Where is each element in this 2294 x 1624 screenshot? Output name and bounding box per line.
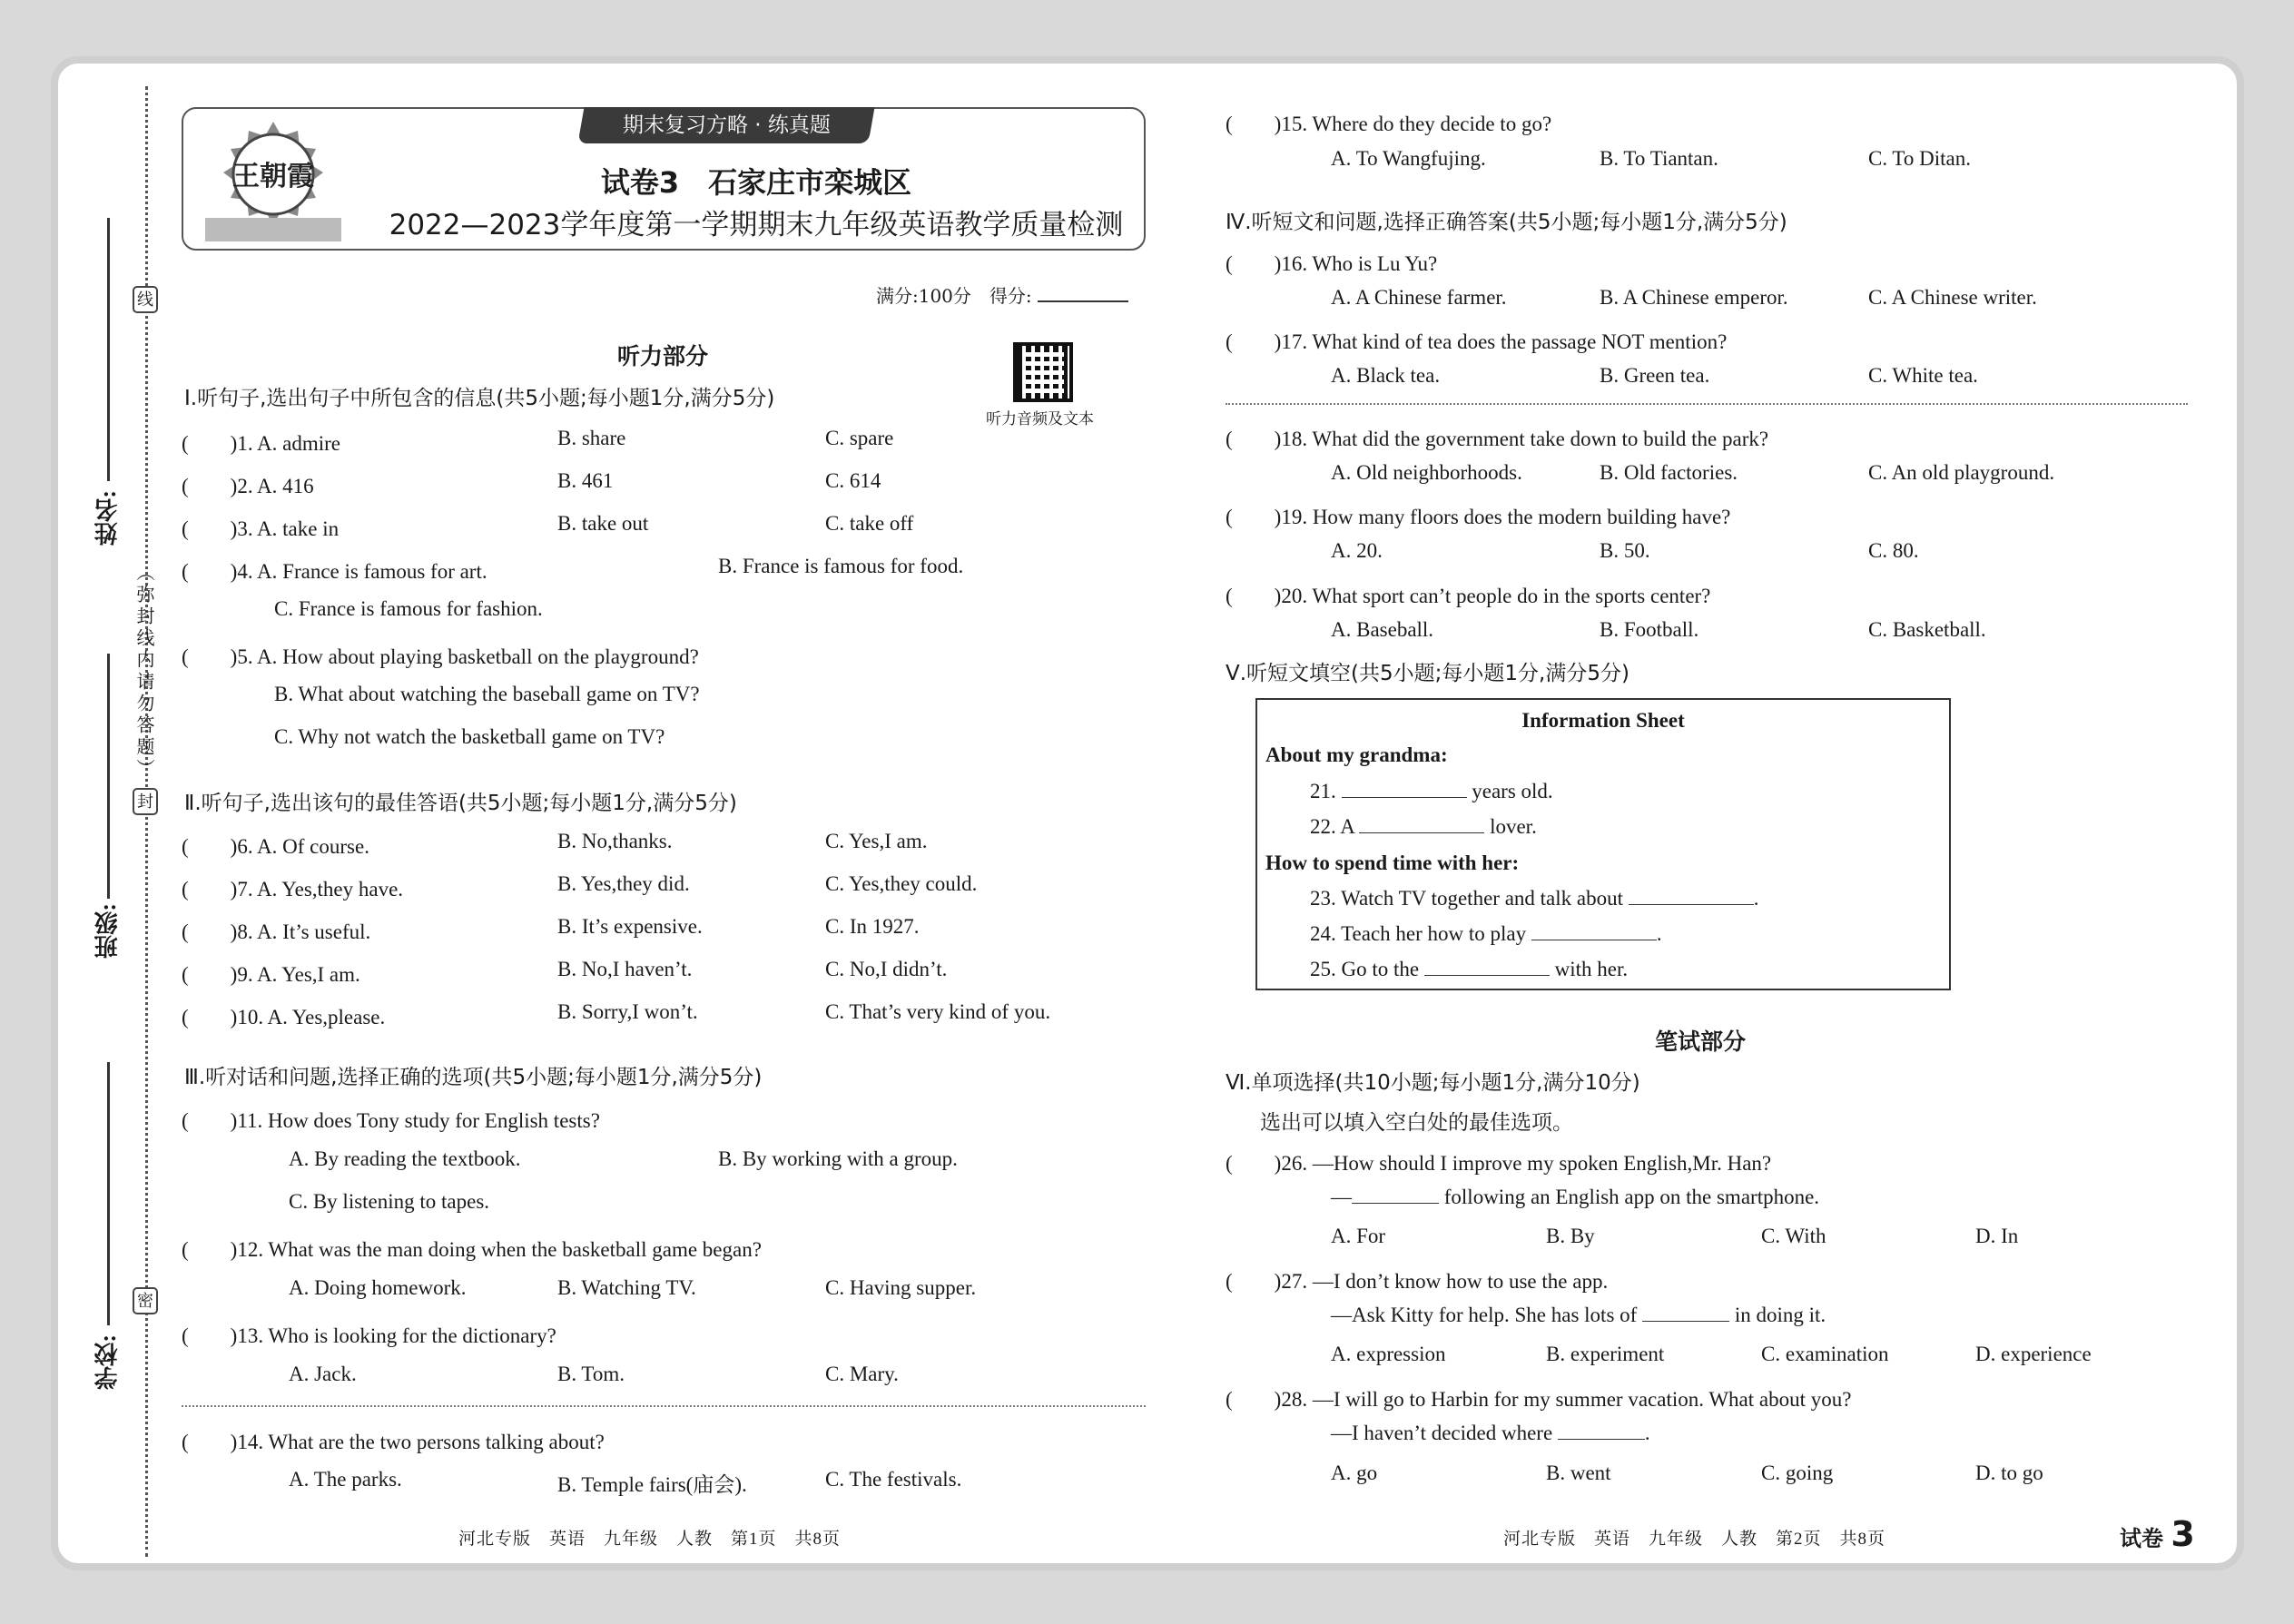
- score-field[interactable]: [1038, 300, 1128, 302]
- q13-option-b: B. Tom.: [557, 1363, 625, 1385]
- q8-option-b: B. It’s expensive.: [557, 915, 703, 938]
- q18-option-b: B. Old factories.: [1600, 461, 1738, 484]
- exam-subtitle: 2022—2023学年度第一学期期末九年级英语教学质量检测: [389, 209, 1124, 241]
- q11-option-c: C. By listening to tapes.: [289, 1190, 490, 1213]
- q16-option-c: C. A Chinese writer.: [1868, 286, 2037, 309]
- listening-title: 听力部分: [617, 343, 709, 369]
- q12-option-c: C. Having supper.: [825, 1276, 977, 1299]
- answer-blank-25[interactable]: [1424, 958, 1550, 976]
- full-score: 满分:100分: [876, 285, 971, 307]
- q27-option-a: A. expression: [1331, 1343, 1446, 1365]
- q2-option-b: B. 461: [557, 469, 614, 492]
- q28-option-c: C. going: [1761, 1462, 1834, 1484]
- footer-right: 河北专版 英语 九年级 人教 第2页 共8页: [1503, 1530, 1886, 1549]
- divider-right: [1226, 403, 2188, 405]
- score-line: [876, 281, 1128, 308]
- footer-left: 河北专版 英语 九年级 人教 第1页 共8页: [458, 1530, 842, 1549]
- q20: ( )20. What sport can’t people do in the sports center?: [1226, 585, 1711, 607]
- q27: ( )27. —I don’t know how to use the app.: [1226, 1270, 1609, 1293]
- part6-heading: Ⅵ.单项选择(共10小题;每小题1分,满分10分): [1226, 1071, 1640, 1095]
- q4: ( )4. A. France is famous for art.: [182, 560, 487, 583]
- writing-title: 笔试部分: [1655, 1029, 1747, 1055]
- answer-blank-23[interactable]: [1629, 887, 1754, 905]
- q11-option-a: A. By reading the textbook.: [289, 1147, 521, 1170]
- q19-option-c: C. 80.: [1868, 539, 1919, 562]
- blank-25: 25. Go to the with her.: [1310, 958, 1629, 980]
- q6-option-c: C. Yes,I am.: [825, 830, 928, 852]
- school-field[interactable]: [107, 1062, 110, 1325]
- exam-title: 试卷3 石家庄市栾城区: [600, 165, 912, 200]
- q5-option-c: C. Why not watch the basketball game on TV?: [274, 725, 665, 748]
- q13-option-a: A. Jack.: [289, 1363, 357, 1385]
- name-field[interactable]: [107, 218, 110, 481]
- q17: ( )17. What kind of tea does the passage NOT mention?: [1226, 330, 1728, 353]
- divider-left: [182, 1405, 1146, 1407]
- q7-option-c: C. Yes,they could.: [825, 872, 978, 895]
- q26-line2: — following an English app on the smartphone.: [1331, 1186, 1820, 1208]
- q17-option-c: C. White tea.: [1868, 364, 1978, 387]
- q1: ( )1. A. admire: [182, 432, 341, 455]
- q19-option-b: B. 50.: [1600, 539, 1650, 562]
- answer-blank-26[interactable]: [1352, 1186, 1439, 1204]
- q15: ( )15. Where do they decide to go?: [1226, 113, 1552, 135]
- part1-heading: Ⅰ.听句子,选出句子中所包含的信息(共5小题;每小题1分,满分5分): [184, 387, 775, 410]
- q9-option-c: C. No,I didn’t.: [825, 958, 948, 980]
- q26-option-d: D. In: [1975, 1225, 2019, 1247]
- blank-23: 23. Watch TV together and talk about .: [1310, 887, 1759, 910]
- q5: ( )5. A. How about playing basketball on the playground?: [182, 645, 699, 668]
- q26-option-a: A. For: [1331, 1225, 1386, 1247]
- q14-option-c: C. The festivals.: [825, 1468, 962, 1491]
- answer-blank-27[interactable]: [1642, 1304, 1729, 1322]
- q15-option-c: C. To Ditan.: [1868, 147, 1971, 170]
- line-mark: 线: [133, 286, 158, 313]
- q8-option-c: C. In 1927.: [825, 915, 920, 938]
- part3-heading: Ⅲ.听对话和问题,选择正确的选项(共5小题;每小题1分,满分5分): [184, 1066, 763, 1089]
- answer-blank-22[interactable]: [1359, 815, 1484, 833]
- q16-option-b: B. A Chinese emperor.: [1600, 286, 1788, 309]
- header-tab: 期末复习方略 · 练真题: [577, 107, 874, 143]
- q5-option-b: B. What about watching the baseball game on TV?: [274, 683, 700, 705]
- q27-option-b: B. experiment: [1546, 1343, 1665, 1365]
- seal-mark: 封: [133, 788, 158, 815]
- q28-option-b: B. went: [1546, 1462, 1611, 1484]
- q14: ( )14. What are the two persons talking about?: [182, 1431, 605, 1453]
- q19: ( )19. How many floors does the modern building have?: [1226, 506, 1731, 528]
- q26: ( )26. —How should I improve my spoken English,Mr. Han?: [1226, 1152, 1772, 1175]
- q1-option-c: C. spare: [825, 427, 894, 449]
- answer-blank-24[interactable]: [1531, 922, 1657, 940]
- q10-option-b: B. Sorry,I won’t.: [557, 1000, 698, 1023]
- q6-option-b: B. No,thanks.: [557, 830, 673, 852]
- class-label: 班级:: [94, 903, 121, 959]
- info-title: Information Sheet: [1521, 709, 1685, 732]
- part6-instruction: 选出可以填入空白处的最佳选项。: [1260, 1111, 1573, 1135]
- blank-21: 21. years old.: [1310, 780, 1553, 802]
- q20-option-a: A. Baseball.: [1331, 618, 1434, 641]
- part4-heading: Ⅳ.听短文和问题,选择正确答案(共5小题;每小题1分,满分5分): [1226, 211, 1787, 234]
- class-field[interactable]: [107, 654, 110, 899]
- q12-option-a: A. Doing homework.: [289, 1276, 467, 1299]
- q14-option-a: A. The parks.: [289, 1468, 402, 1491]
- q16: ( )16. Who is Lu Yu?: [1226, 252, 1438, 275]
- part2-heading: Ⅱ.听句子,选出该句的最佳答语(共5小题;每小题1分,满分5分): [184, 792, 737, 815]
- q11: ( )11. How does Tony study for English tests?: [182, 1109, 600, 1132]
- bind-mark: 密: [133, 1287, 158, 1314]
- q3: ( )3. A. take in: [182, 517, 340, 540]
- score-label: 得分:: [989, 285, 1032, 307]
- part5-heading: Ⅴ.听短文填空(共5小题;每小题1分,满分5分): [1226, 662, 1629, 685]
- name-label: 姓名:: [94, 490, 121, 546]
- answer-blank-28[interactable]: [1558, 1422, 1645, 1440]
- answer-blank-21[interactable]: [1342, 780, 1467, 798]
- q9-option-b: B. No,I haven’t.: [557, 958, 693, 980]
- q13: ( )13. Who is looking for the dictionary?: [182, 1324, 556, 1347]
- exam-header: [182, 107, 1146, 251]
- q10-option-c: C. That’s very kind of you.: [825, 1000, 1051, 1023]
- q2: ( )2. A. 416: [182, 475, 314, 497]
- q28-option-d: D. to go: [1975, 1462, 2043, 1484]
- q27-line2: —Ask Kitty for help. She has lots of in doing it.: [1331, 1304, 1826, 1326]
- q18: ( )18. What did the government take down to build the park?: [1226, 428, 1769, 450]
- info-sub1: About my grandma:: [1265, 743, 1448, 766]
- q28: ( )28. —I will go to Harbin for my summer vacation. What about you?: [1226, 1388, 1852, 1411]
- qr-code[interactable]: [1013, 342, 1073, 402]
- q18-option-a: A. Old neighborhoods.: [1331, 461, 1522, 484]
- q26-option-c: C. With: [1761, 1225, 1826, 1247]
- q6: ( )6. A. Of course.: [182, 835, 369, 858]
- q10: ( )10. A. Yes,please.: [182, 1006, 386, 1029]
- q4-option-b: B. France is famous for food.: [718, 555, 964, 577]
- q2-option-c: C. 614: [825, 469, 881, 492]
- q28-option-a: A. go: [1331, 1462, 1378, 1484]
- q27-option-d: D. experience: [1975, 1343, 2092, 1365]
- blank-22: 22. A lover.: [1310, 815, 1537, 838]
- blank-24: 24. Teach her how to play .: [1310, 922, 1662, 945]
- q11-option-b: B. By working with a group.: [718, 1147, 958, 1170]
- q20-option-c: C. Basketball.: [1868, 618, 1986, 641]
- q7: ( )7. A. Yes,they have.: [182, 878, 404, 901]
- q8: ( )8. A. It’s useful.: [182, 920, 371, 943]
- q13-option-c: C. Mary.: [825, 1363, 899, 1385]
- q12: ( )12. What was the man doing when the basketball game began?: [182, 1238, 762, 1261]
- q14-option-b: B. Temple fairs(庙会).: [557, 1473, 747, 1496]
- q3-option-b: B. take out: [557, 512, 649, 535]
- q19-option-a: A. 20.: [1331, 539, 1383, 562]
- q1-option-b: B. share: [557, 427, 626, 449]
- q27-option-c: C. examination: [1761, 1343, 1889, 1365]
- info-sub2: How to spend time with her:: [1265, 851, 1520, 874]
- q16-option-a: A. A Chinese farmer.: [1331, 286, 1507, 309]
- publisher-logo: [205, 118, 341, 245]
- q18-option-c: C. An old playground.: [1868, 461, 2055, 484]
- q3-option-c: C. take off: [825, 512, 914, 535]
- binding-note: （弥封线内请勿答题）: [133, 563, 153, 781]
- q7-option-b: B. Yes,they did.: [557, 872, 690, 895]
- q15-option-b: B. To Tiantan.: [1600, 147, 1718, 170]
- q28-line2: —I haven’t decided where .: [1331, 1422, 1650, 1444]
- q4-option-c: C. France is famous for fashion.: [274, 597, 543, 620]
- qr-label: 听力音频及文本: [986, 410, 1094, 428]
- q15-option-a: A. To Wangfujing.: [1331, 147, 1486, 170]
- q17-option-a: A. Black tea.: [1331, 364, 1441, 387]
- q26-option-b: B. By: [1546, 1225, 1595, 1247]
- q9: ( )9. A. Yes,I am.: [182, 963, 360, 986]
- school-label: 学校:: [94, 1334, 121, 1390]
- paper-number-tag: 试卷 3: [2120, 1514, 2195, 1554]
- q20-option-b: B. Football.: [1600, 618, 1699, 641]
- information-sheet: [1255, 698, 1951, 990]
- q12-option-b: B. Watching TV.: [557, 1276, 696, 1299]
- q17-option-b: B. Green tea.: [1600, 364, 1710, 387]
- logo-text: 王朝霞: [232, 161, 314, 192]
